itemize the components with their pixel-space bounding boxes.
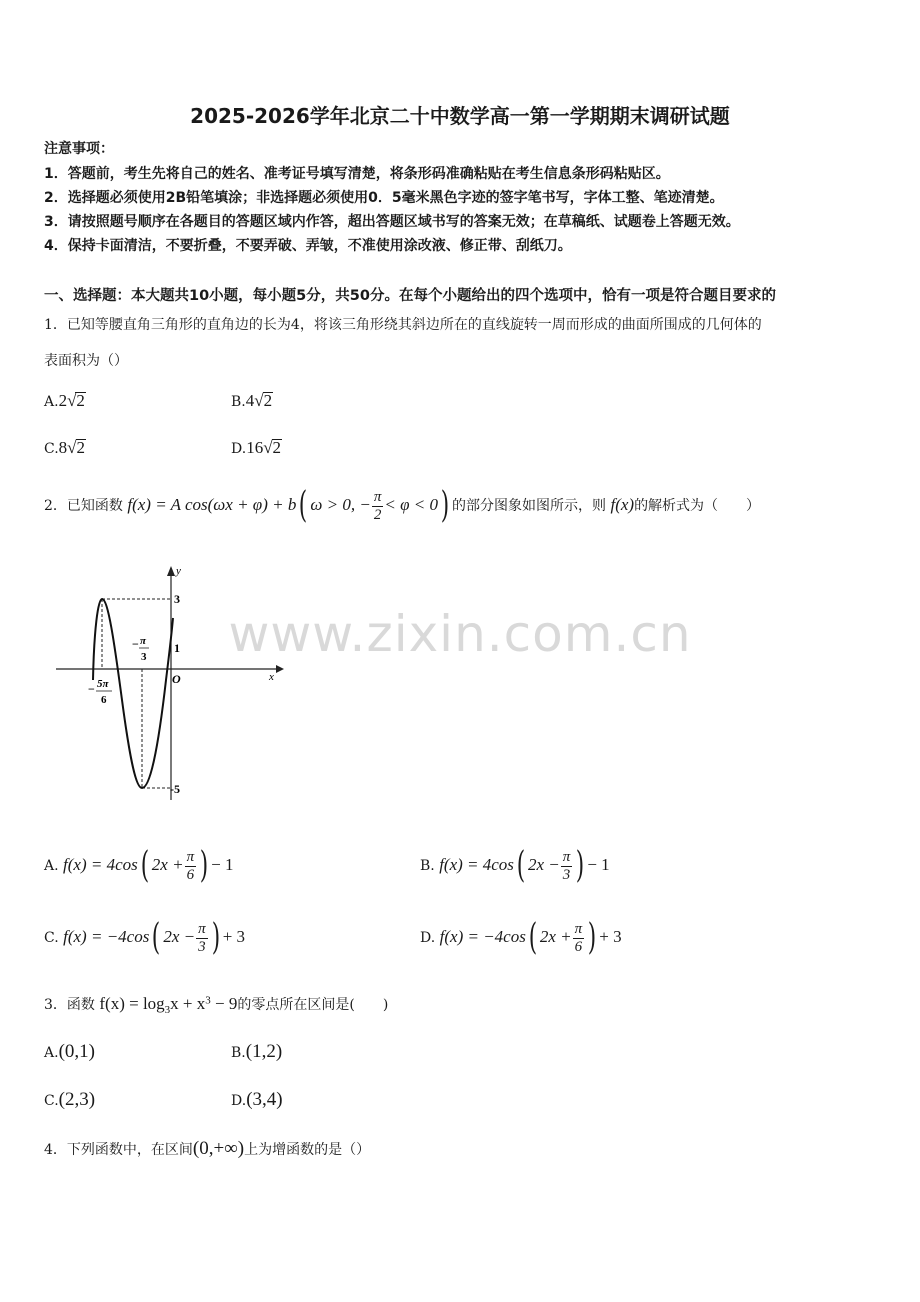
option-label: B. [420,858,435,874]
option-pre: f(x) = −4cos [63,927,150,946]
q3-option-c[interactable] [44,1089,95,1111]
option-label: C. [44,1093,59,1109]
option-label: D. [231,441,247,457]
coef: 16 [246,438,264,457]
notice-item-3: 3．请按照题号顺序在各题目的答题区域内作答，超出答题区域书写的答案无效；在草稿纸、试题卷上答题无效。 [44,214,740,230]
notice-heading: 注意事项： [44,141,114,157]
option-fraction: $\frac{\pi}{3}$ [198,920,206,955]
q2-condition-right: < φ < 0 [384,495,438,514]
coef: 4 [245,391,255,410]
q3-formula-a: f(x) = log [99,994,165,1013]
q3-exponent: 3 [205,994,211,1007]
option-pre: f(x) = −4cos [439,927,526,946]
notice-item-1: 1．答题前，考生先将自己的姓名、准考证号填写清楚，将条形码准确粘贴在考生信息条形码粘贴区。 [44,166,670,182]
q2-stem: 2．已知函数 f(x) = A cos(ωx + φ) + b( ω > 0, − $\frac{\pi}{2}$ < φ < 0) 的部分图象如图所示，则 f(x)的解析式为（ ） [44,485,761,526]
q3-formula-c: − 9 [210,994,238,1013]
option-post: − 1 [587,855,610,874]
5pi-6-denominator: 6 [101,694,107,706]
option-value: (2,3) [58,1089,96,1110]
option-inner: 2x − [527,855,560,874]
q1-option-b[interactable]: B.4√2 [231,391,273,410]
q4-suffix: 上为增函数的是（） [244,1142,371,1158]
section-heading: 一、选择题：本大题共10小题，每小题5分，共50分。在每个小题给出的四个选项中，恰有一项是符合题目要求的 [44,288,776,304]
radicand: 2 [76,438,86,457]
pi-3-numerator: π [140,635,147,647]
q2-condition-left: ω > 0, − [310,495,371,514]
q3-prefix: 3．函数 [44,997,95,1013]
q1-option-d[interactable]: D.16√2 [231,438,282,457]
q4-stem [44,1138,370,1160]
q3-option-d[interactable] [231,1089,283,1111]
q1-text-line1: 1．已知等腰直角三角形的直角边的长为4，将该三角形绕其斜边所在的直线旋转一周而形成的曲面所围成的几何体的 [44,317,762,333]
q3-stem [44,994,388,1016]
option-pre: f(x) = 4cos [439,855,514,874]
q2-option-b[interactable]: B. f(x) = 4cos( 2x − $\frac{\pi}{3}$ ) − 1 [420,845,610,886]
option-fraction: $\frac{\pi}{6}$ [186,848,195,883]
q4-prefix: 4．下列函数中，在区间 [44,1142,193,1158]
option-label: C. [44,930,59,946]
option-label: A. [44,394,59,410]
coef: 8 [58,438,68,457]
option-inner: 2x + [539,927,572,946]
option-post: − 1 [211,855,234,874]
y-tick-1: 1 [174,641,180,655]
q4-interval: (0,+∞) [192,1138,245,1159]
5pi-6-numerator: 5π [97,678,109,690]
option-post: + 3 [222,927,246,946]
coef: 2 [58,391,68,410]
q1-option-a[interactable]: A.2√2 [44,391,85,410]
option-fraction: $\frac{\pi}{3}$ [562,848,571,883]
q2-formula: f(x) = A cos(ωx + φ) + b [127,495,297,514]
option-fraction: $\frac{\pi}{6}$ [574,920,583,955]
y-axis-label: y [176,565,181,577]
q2-suffix: 的部分图象如图所示，则 [452,498,607,514]
q1-text-line2: 表面积为（） [44,353,128,369]
q2-option-d[interactable]: D. f(x) = −4cos( 2x + $\frac{\pi}{6}$ ) + 3 [420,917,622,958]
option-value: (1,2) [245,1041,283,1062]
notice-item-2: 2．选择题必须使用2B铅笔填涂；非选择题必须使用0．5毫米黑色字迹的签字笔书写，字体工整、笔迹清楚。 [44,190,724,206]
q3-formula-b: x + x [170,994,206,1013]
q1-option-c[interactable]: C.8√2 [44,438,86,457]
origin-label: O [172,672,181,686]
q2-suffix2: 的解析式为（ ） [634,498,761,514]
option-label: B. [231,1045,246,1061]
x-axis-arrow [276,665,284,673]
option-value: (0,1) [58,1041,95,1062]
pi-3-denominator: 3 [141,651,147,663]
q2-pi-over-2: $\frac{\pi}{2}$ [373,488,382,523]
y-axis-arrow [167,566,175,576]
q2-fx: f(x) [610,495,635,514]
option-label: D. [420,930,436,946]
q2-function-graph [50,560,290,810]
option-inner: 2x + [151,855,184,874]
option-pre: f(x) = 4cos [63,855,138,874]
radicand: 2 [76,391,85,410]
option-value: (3,4) [246,1089,283,1110]
radicand: 2 [272,438,282,457]
q2-option-a[interactable]: A. f(x) = 4cos( 2x + $\frac{\pi}{6}$ ) − 1 [44,845,234,886]
page-title: 2025-2026学年北京二十中数学高一第一学期期末调研试题 [190,104,730,128]
y-tick-3: 3 [174,592,180,606]
option-post: + 3 [599,927,622,946]
q3-option-a[interactable] [44,1041,95,1063]
minus-sign-pi-3: − [132,637,139,651]
option-label: C. [44,441,59,457]
notice-item-4: 4．保持卡面清洁，不要折叠，不要弄破、弄皱，不准使用涂改液、修正带、刮纸刀。 [44,238,572,254]
q3-suffix: 的零点所在区间是( ) [237,997,389,1013]
y-tick-neg5: -5 [170,782,180,796]
option-label: B. [231,394,246,410]
option-label: A. [44,1045,59,1061]
q3-log-base: 3 [164,1003,171,1016]
q3-option-b[interactable] [231,1041,282,1063]
radicand: 2 [263,391,273,410]
q2-option-c[interactable]: C. f(x) = −4cos( 2x − $\frac{\pi}{3}$ ) + 3 [44,917,246,958]
option-label: A. [44,858,59,874]
q2-prefix: 2．已知函数 [44,498,123,514]
option-inner: 2x − [163,927,196,946]
minus-sign-5pi-6: − [88,682,95,696]
x-axis-label: x [269,671,274,683]
watermark: www.zixin.com.cn [228,605,692,663]
option-label: D. [231,1093,247,1109]
